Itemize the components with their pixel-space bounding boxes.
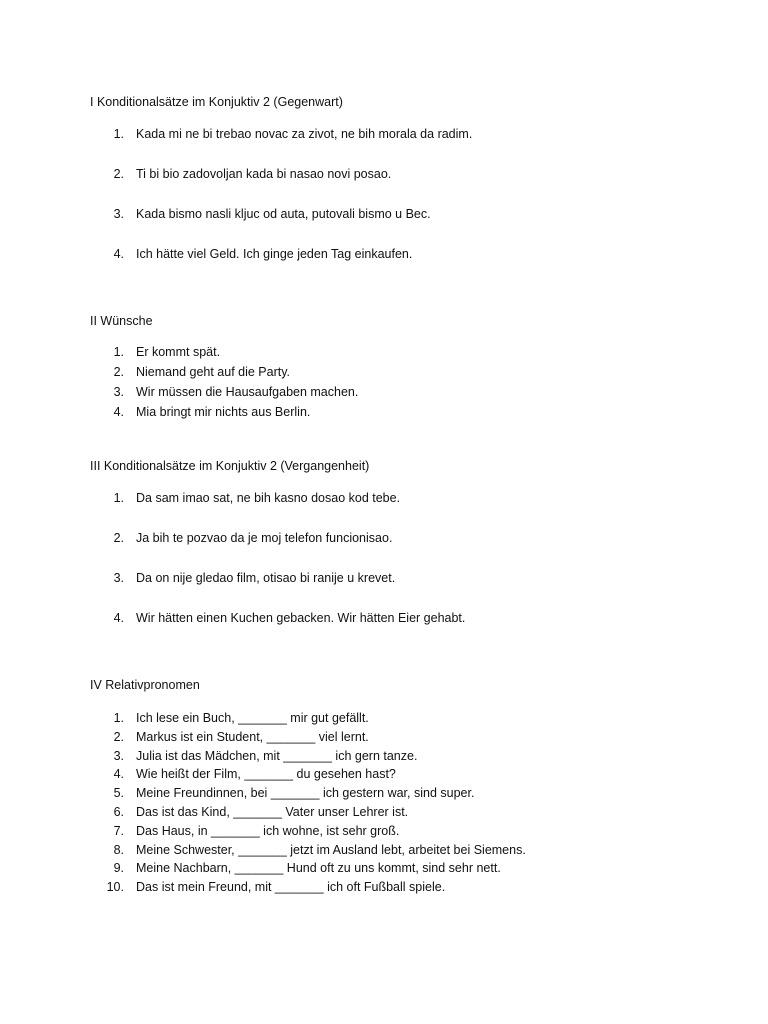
item-text: Das ist das Kind, _______ Vater unser Lehrer ist. — [136, 804, 409, 819]
section-list-2 — [0, 344, 700, 424]
item-text: Ich lese ein Buch, _______ mir gut gefällt. — [136, 711, 369, 725]
item-number: 9. — [113, 861, 124, 876]
item-text: Wie heißt der Film, _______ du gesehen hast? — [136, 767, 396, 782]
list-item — [0, 860, 700, 876]
list-item — [0, 766, 700, 782]
item-number: 2. — [113, 365, 124, 379]
item-text: Markus ist ein Student, _______ viel lernt. — [136, 729, 369, 744]
list-item — [0, 804, 700, 820]
item-number: 3. — [113, 207, 124, 221]
item-number: 2. — [113, 531, 124, 545]
item-number: 5. — [113, 786, 124, 801]
item-text: Kada mi ne bi trebao novac za zivot, ne bih morala da radim. — [136, 127, 473, 141]
item-number: 8. — [113, 842, 124, 857]
item-text: Da sam imao sat, ne bih kasno dosao kod tebe. — [136, 491, 401, 505]
list-item — [0, 166, 700, 182]
list-item — [0, 785, 700, 801]
list-item — [0, 490, 700, 506]
list-item — [0, 246, 700, 262]
item-text: Er kommt spät. — [136, 345, 221, 359]
item-number: 2. — [113, 167, 124, 181]
list-item — [0, 126, 700, 142]
section-heading-1: I Konditionalsätze im Konjuktiv 2 (Gegenwart) — [90, 95, 343, 109]
item-number: 4. — [113, 247, 124, 261]
list-item — [0, 206, 700, 222]
section-list-3 — [0, 490, 700, 650]
list-item — [0, 610, 700, 626]
item-text: Wir hätten einen Kuchen gebacken. Wir hätten Eier gehabt. — [136, 611, 466, 625]
list-item — [0, 404, 700, 420]
item-text: Das Haus, in _______ ich wohne, ist sehr groß. — [136, 823, 400, 838]
section-list-1 — [0, 126, 700, 286]
item-number: 1. — [113, 711, 124, 725]
item-number: 3. — [113, 571, 124, 585]
section-list-4 — [0, 710, 700, 898]
item-text: Da on nije gledao film, otisao bi ranije u krevet. — [136, 571, 396, 585]
item-number: 1. — [113, 345, 124, 359]
item-number: 4. — [113, 767, 124, 782]
item-text: Meine Nachbarn, _______ Hund oft zu uns kommt, sind sehr nett. — [136, 861, 501, 876]
item-text: Ich hätte viel Geld. Ich ginge jeden Tag einkaufen. — [136, 247, 413, 261]
list-item — [0, 710, 700, 726]
item-text: Niemand geht auf die Party. — [136, 365, 291, 379]
item-number: 10. — [106, 880, 124, 895]
list-item — [0, 570, 700, 586]
item-number: 3. — [113, 385, 124, 399]
list-item — [0, 364, 700, 380]
item-number: 1. — [113, 127, 124, 141]
item-number: 3. — [113, 748, 124, 763]
item-number: 6. — [113, 804, 124, 819]
item-text: Meine Schwester, _______ jetzt im Ausland lebt, arbeitet bei Siemens. — [136, 842, 526, 857]
item-text: Meine Freundinnen, bei _______ ich gestern war, sind super. — [136, 786, 475, 801]
item-text: Kada bismo nasli kljuc od auta, putovali bismo u Bec. — [136, 207, 431, 221]
list-item — [0, 344, 700, 360]
section-heading-2: II Wünsche — [90, 314, 153, 328]
item-number: 7. — [113, 823, 124, 838]
item-number: 2. — [113, 729, 124, 744]
section-heading-4: IV Relativpronomen — [90, 678, 200, 692]
list-item — [0, 748, 700, 764]
item-number: 4. — [113, 611, 124, 625]
list-item — [0, 823, 700, 839]
section-heading-3: III Konditionalsätze im Konjuktiv 2 (Vergangenheit) — [90, 459, 370, 473]
list-item — [0, 842, 700, 858]
item-number: 4. — [113, 405, 124, 419]
item-text: Ti bi bio zadovoljan kada bi nasao novi posao. — [136, 167, 392, 181]
list-item — [0, 879, 700, 895]
list-item — [0, 530, 700, 546]
list-item — [0, 729, 700, 745]
item-text: Wir müssen die Hausaufgaben machen. — [136, 385, 359, 399]
item-text: Mia bringt mir nichts aus Berlin. — [136, 405, 311, 419]
item-text: Das ist mein Freund, mit _______ ich oft Fußball spiele. — [136, 880, 446, 895]
list-item — [0, 384, 700, 400]
item-text: Ja bih te pozvao da je moj telefon funcionisao. — [136, 531, 393, 545]
item-text: Julia ist das Mädchen, mit _______ ich gern tanze. — [136, 748, 418, 763]
item-number: 1. — [113, 491, 124, 505]
